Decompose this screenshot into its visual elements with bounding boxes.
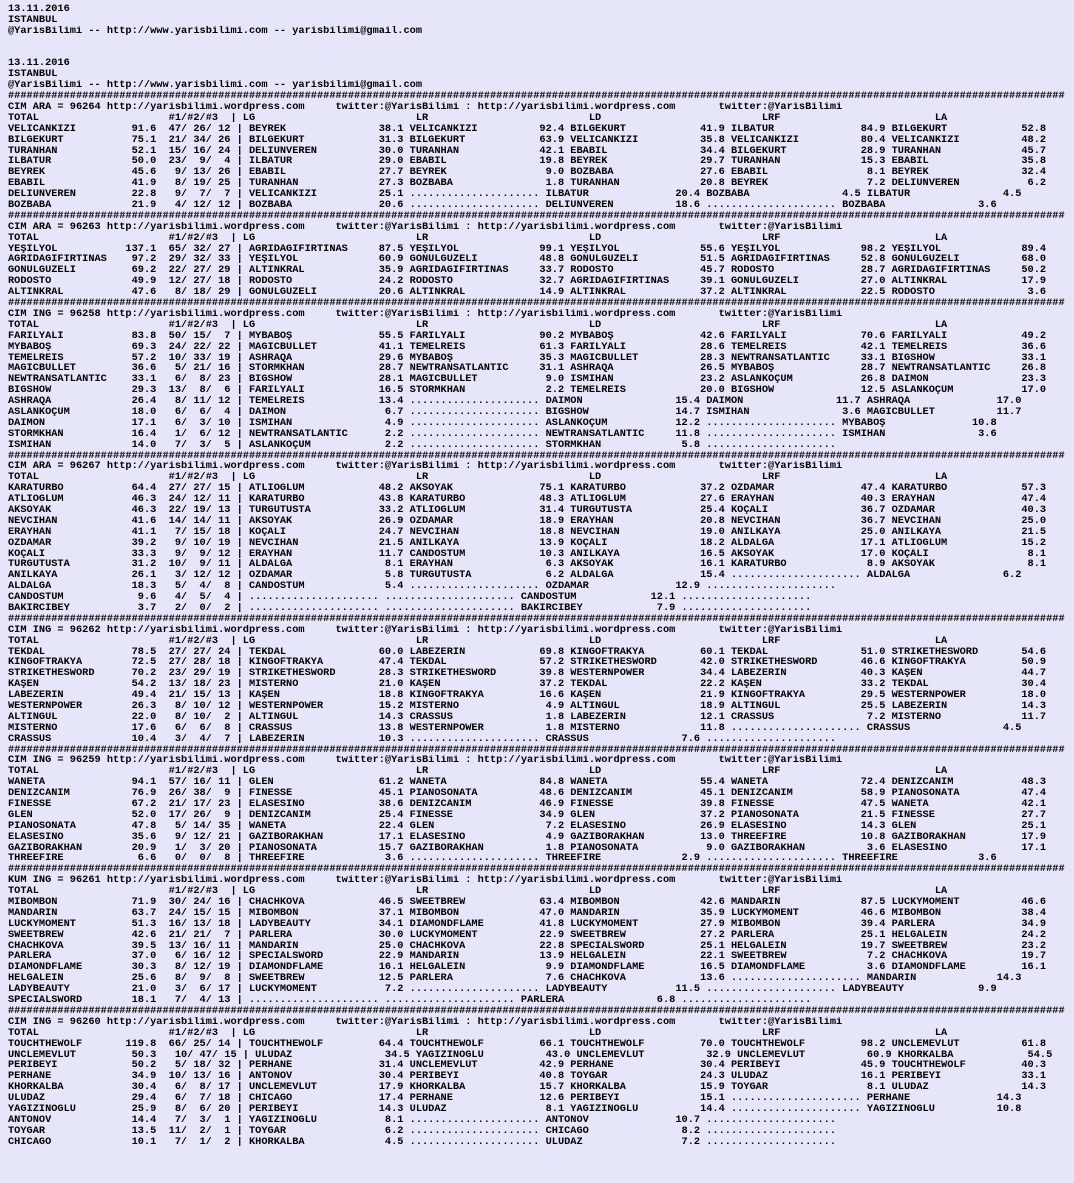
spacer-line	[8, 37, 1070, 48]
separator-line: ###########################################################################################################################################################################	[8, 210, 1065, 222]
separator-line: ###########################################################################################################################################################################	[8, 450, 1065, 462]
horse-row: BAKIRCIBEY 3.7 2/ 0/ 2 | ..................... ..................... BAKIRCIBEY 7.9 .....................	[8, 602, 812, 614]
horse-row: ALTINGÜL 22.0 8/ 10/ 2 | ALTINGÜL 14.3 CRASSUS 1.8 LABEZERİN 12.1 CRASSUS 7.2 MISTERNO 11.7	[8, 711, 1047, 723]
horse-row: YEŞİLYOL 137.1 65/ 32/ 27 | AGRIDAĞIFIRTINAS 87.5 YEŞİLYOL 99.1 YEŞİLYOL 55.6 YEŞİLYOL 98.2 YEŞİLYOL 89.4	[8, 243, 1047, 255]
horse-row: GÖNÜLGÜZELİ 69.2 22/ 27/ 29 | ALTINKRAL 35.9 AGRIDAĞIFIRTINAS 33.7 RODOSTO 45.7 RODOSTO 28.7 AGRIDAĞIFIRTINAS 50.2	[8, 265, 1047, 277]
horse-row: ASLANKOÇUM 18.0 6/ 6/ 4 | DAIMON 6.7 ..................... BIGSHOW 14.7 İSMİHAN 3.6 MAGICBULLET 11.7	[8, 406, 1022, 418]
horse-row: KOÇALİ 33.3 9/ 9/ 12 | ERAYHAN 11.7 CANDOSTUM 10.3 ANILKAYA 16.5 AKSOYAK 17.0 KOÇALİ 8.1	[8, 548, 1047, 560]
horse-row: ANILKAYA 26.1 3/ 12/ 12 | ÖZDAMAR 5.8 TURGUTUSTA 6.2 ALDALGA 15.4 ..................... ALDALGA 6.2	[8, 570, 1022, 582]
horse-row: AKSOYAK 46.3 22/ 19/ 13 | TURGUTUSTA 33.2 ATLIOĞLUM 31.4 TURGUTUSTA 25.4 KOÇALİ 36.7 ÖZDAMAR 40.3	[8, 504, 1047, 516]
horse-row: LUCKYMOMENT 51.3 16/ 13/ 18 | LADYBEAUTY 34.1 DIAMONDFLAME 41.8 LUCKYMOMENT 27.9 MİBOMBON 39.4 PARLERA 34.9	[8, 918, 1047, 930]
horse-row: YAĞIZINOĞLU 25.9 8/ 6/ 20 | PERİBEYİ 14.3 ULUDAZ 8.1 YAĞIZINOĞLU 14.4 ..................... YAĞIZINOĞLU 10.8	[8, 1103, 1022, 1115]
horse-row: STRIKETHESWORD 70.2 23/ 29/ 19 | STRIKETHESWORD 28.3 STRIKETHESWORD 39.8 WESTERNPOWER 34.4 LABEZERİN 40.3 KAŞEN 44.7	[8, 668, 1047, 680]
race-title: KUM ING = 96261 http://yarisbilimi.wordpress.com twitter:@YarisBilimi : http://yarisbilimi.wordpress.com twitter:@YarisBilimi	[8, 875, 843, 887]
horse-row: DIAMONDFLAME 30.3 8/ 12/ 19 | DIAMONDFLAME 16.1 HELGALEIN 9.9 DIAMONDFLAME 16.5 DIAMONDFLAME 3.6 DIAMONDFLAME 16.1	[8, 962, 1047, 974]
horse-row: PERHANE 34.9 10/ 13/ 16 | ANTONOV 30.4 PERİBEYİ 40.8 TOYGAR 24.3 ULUDAZ 16.1 PERİBEYİ 33.1	[8, 1071, 1047, 1083]
horse-row: HELGALEIN 25.6 8/ 9/ 8 | SWEETBREW 12.5 PARLERA 7.6 CHACHKOVA 13.6 ..................... MANDARİN 14.3	[8, 973, 1022, 985]
horse-row: ANTONOV 14.4 7/ 3/ 1 | YAĞIZINOĞLU 8.1 ..................... ANTONOV 10.7 .....................	[8, 1114, 837, 1126]
column-header-row: TOTAL #1/#2/#3 | LG LR LD LRF LA	[8, 635, 948, 647]
race-title: CIM ING = 96258 http://yarisbilimi.wordpress.com twitter:@YarisBilimi : http://yarisbilimi.wordpress.com twitter:@YarisBilimi	[8, 308, 843, 320]
race-title: CIM ARA = 96263 http://yarisbilimi.wordpress.com twitter:@YarisBilimi : http://yarisbilimi.wordpress.com twitter:@YarisBilimi	[8, 221, 843, 233]
separator-line: ###########################################################################################################################################################################	[8, 864, 1065, 876]
horse-row: TOUCHTHEWOLF 119.8 66/ 25/ 14 | TOUCHTHEWOLF 64.4 TOUCHTHEWOLF 66.1 TOUCHTHEWOLF 70.0 TOUCHTHEWOLF 98.2 UNCLEMEVLÜT 61.8	[8, 1038, 1047, 1050]
horse-row: KARATURBO 64.4 27/ 27/ 15 | ATLIOĞLUM 48.2 AKSOYAK 75.1 KARATURBO 37.2 ÖZDAMAR 47.4 KARATURBO 57.3	[8, 483, 1047, 495]
report-header-1	[8, 4, 1070, 37]
separator-line: ###########################################################################################################################################################################	[8, 91, 1065, 103]
horse-row: KAŞEN 54.2 13/ 18/ 23 | MISTERNO 21.0 KAŞEN 37.2 TEKDAL 22.2 KAŞEN 33.2 TEKDAL 30.4	[8, 679, 1047, 691]
horse-row: LABEZERİN 49.4 21/ 15/ 13 | KAŞEN 18.8 KINGOFTRAKYA 16.6 KAŞEN 21.9 KINGOFTRAKYA 29.5 WESTERNPOWER 18.0	[8, 690, 1047, 701]
report-city: ISTANBUL	[8, 14, 58, 26]
horse-row: FARİLYALI 83.8 50/ 15/ 7 | MYBABOŞ 55.5 FARİLYALI 90.2 MYBABOŞ 42.6 FARİLYALI 70.6 FARİLYALI 49.2	[8, 330, 1047, 342]
horse-row: MYBABOŞ 69.3 24/ 22/ 22 | MAGICBULLET 41.1 TEMELREİS 61.3 FARİLYALI 28.6 TEMELREİS 42.1 TEMELREİS 36.6	[8, 341, 1047, 353]
horse-row: STORMKHAN 16.4 1/ 6/ 12 | NEWTRANSATLANTIC 2.2 ..................... NEWTRANSATLANTIC 11.8 ..................... İSMİHAN 3.6	[8, 428, 997, 440]
horse-row: ELASESINO 35.6 9/ 12/ 21 | GAZIBORAKHAN 17.1 ELASESINO 4.9 GAZIBORAKHAN 13.0 THREEFIRE 10.8 GAZIBORAKHAN 17.9	[8, 831, 1047, 843]
report-contact: @YarisBilimi -- http://www.yarisbilimi.com -- yarisbilimi@gmail.com	[8, 25, 423, 37]
horse-row: BEYREK 45.6 9/ 13/ 26 | EBABİL 27.7 BEYREK 9.0 BOZBABA 27.6 EBABİL 8.1 BEYREK 32.4	[8, 167, 1047, 179]
horse-row: KHORKALBA 30.4 6/ 8/ 17 | UNCLEMEVLÜT 17.9 KHORKALBA 15.7 KHORKALBA 15.9 TOYGAR 8.1 ULUDAZ 14.3	[8, 1082, 1047, 1094]
horse-row: BİLGEKURT 75.1 21/ 34/ 26 | BİLGEKURT 31.3 BİLGEKURT 63.9 VELİCANKIZI 35.8 VELİCANKIZI 80.4 VELİCANKIZI 48.2	[8, 134, 1047, 146]
horse-row: ERAYHAN 41.1 7/ 15/ 18 | KOÇALİ 24.7 NEVCİHAN 18.8 NEVCİHAN 19.0 ANILKAYA 25.0 ANILKAYA 21.5	[8, 526, 1047, 538]
horse-row: BIGSHOW 29.3 13/ 8/ 6 | FARİLYALI 16.5 STORMKHAN 2.2 TEMELREİS 20.0 BIGSHOW 12.5 ASLANKOÇUM 17.0	[8, 385, 1047, 397]
race-report-document	[8, 4, 1070, 1148]
horse-row: ALDALGA 18.3 5/ 4/ 8 | CANDOSTUM 5.4 ..................... ÖZDAMAR 12.9 .....................	[8, 581, 837, 593]
race-block	[8, 745, 1070, 865]
horse-row: ALTINKRAL 47.6 8/ 18/ 29 | GÖNÜLGÜZELİ 20.6 ALTINKRAL 14.9 ALTINKRAL 37.2 ALTINKRAL 22.5 RODOSTO 3.6	[8, 287, 1047, 299]
report-date: 13.11.2016	[8, 4, 70, 15]
horse-row: DELİUNVEREN 22.8 9/ 7/ 7 | VELİCANKIZI 25.1 ..................... İLBATUR 20.4 BOZBABA 4.5 İLBATUR 4.5	[8, 189, 1022, 201]
race-title: CIM ING = 96262 http://yarisbilimi.wordpress.com twitter:@YarisBilimi : http://yarisbilimi.wordpress.com twitter:@YarisBilimi	[8, 624, 843, 636]
horse-row: TURGUTUSTA 31.2 10/ 9/ 11 | ALDALGA 8.1 ERAYHAN 6.3 AKSOYAK 16.1 KARATURBO 8.9 AKSOYAK 8.1	[8, 559, 1047, 571]
horse-row: AGRIDAĞIFIRTINAS 97.2 29/ 32/ 33 | YEŞİLYOL 60.9 GÖNÜLGÜZELİ 48.8 GÖNÜLGÜZELİ 51.5 AGRIDAĞIFIRTINAS 52.8 GÖNÜLGÜZELİ 68.0	[8, 254, 1047, 266]
horse-row: MİBOMBON 71.9 30/ 24/ 16 | CHACHKOVA 46.5 SWEETBREW 63.4 MİBOMBON 42.6 MANDARİN 87.5 LUCKYMOMENT 46.6	[8, 897, 1047, 908]
horse-row: NEWTRANSATLANTIC 33.1 6/ 8/ 23 | BIGSHOW 28.1 MAGICBULLET 9.0 İSMİHAN 23.2 ASLANKOÇUM 26.8 DAIMON 23.3	[8, 374, 1047, 386]
horse-row: MISTERNO 17.6 6/ 6/ 8 | CRASSUS 13.8 WESTERNPOWER 1.8 MISTERNO 11.8 ..................... CRASSUS 4.5	[8, 722, 1022, 734]
race-title: CIM ING = 96260 http://yarisbilimi.wordpress.com twitter:@YarisBilimi : http://yarisbilimi.wordpress.com twitter:@YarisBilimi	[8, 1016, 843, 1028]
horse-row: NEVCİHAN 41.6 14/ 14/ 11 | AKSOYAK 26.9 ÖZDAMAR 18.9 ERAYHAN 20.8 NEVCİHAN 36.7 NEVCİHAN 25.0	[8, 515, 1047, 527]
race-block	[8, 298, 1070, 450]
horse-row: ULUDAZ 29.4 6/ 7/ 18 | CHICAGO 17.4 PERHANE 12.6 PERİBEYİ 15.1 ..................... PERHANE 14.3	[8, 1093, 1022, 1104]
race-block	[8, 211, 1070, 298]
horse-row: İLBATUR 50.0 23/ 9/ 4 | İLBATUR 29.0 EBABİL 19.8 BEYREK 29.7 TURANHAN 15.3 EBABİL 35.8	[8, 156, 1047, 168]
horse-row: MANDARİN 63.7 24/ 15/ 15 | MİBOMBON 37.1 MİBOMBON 47.0 MANDARİN 35.9 LUCKYMOMENT 46.6 MİBOMBON 38.4	[8, 907, 1047, 919]
separator-line: ###########################################################################################################################################################################	[8, 744, 1065, 756]
horse-row: TURANHAN 52.1 15/ 16/ 24 | DELİUNVEREN 30.0 TURANHAN 42.1 EBABİL 34.4 BİLGEKURT 28.9 TURANHAN 45.7	[8, 145, 1047, 157]
horse-row: İSMİHAN 14.0 7/ 3/ 5 | ASLANKOÇUM 2.2 ..................... STORMKHAN 5.8 .....................	[8, 439, 837, 451]
horse-row: SPECIALSWORD 18.1 7/ 4/ 13 | ..................... ..................... PARLERA 6.8 .....................	[8, 995, 812, 1006]
column-header-row: TOTAL #1/#2/#3 | LG LR LD LRF LA	[8, 232, 948, 244]
column-header-row: TOTAL #1/#2/#3 | LG LR LD LRF LA	[8, 319, 948, 331]
horse-row: SWEETBREW 42.6 21/ 21/ 7 | PARLERA 30.0 LUCKYMOMENT 22.9 SWEETBREW 27.2 PARLERA 25.1 HELGALEIN 24.2	[8, 929, 1047, 941]
horse-row: THREEFIRE 6.6 0/ 0/ 8 | THREEFIRE 3.6 ..................... THREEFIRE 2.9 ..................... THREEFIRE 3.6	[8, 853, 997, 865]
horse-row: VELİCANKIZI 91.6 47/ 26/ 12 | BEYREK 38.1 VELİCANKIZI 92.4 BİLGEKURT 41.9 İLBATUR 84.9 BİLGEKURT 52.8	[8, 123, 1047, 135]
column-header-row: TOTAL #1/#2/#3 | LG LR LD LRF LA	[8, 886, 948, 898]
horse-row: WESTERNPOWER 26.3 8/ 10/ 12 | WESTERNPOWER 15.2 MISTERNO 4.9 ALTINGÜL 18.9 ALTINGÜL 25.5 LABEZERİN 14.3	[8, 701, 1047, 712]
report-header-2	[8, 58, 1070, 91]
separator-line: ###########################################################################################################################################################################	[8, 298, 1065, 309]
horse-row: ÖZDAMAR 39.2 9/ 10/ 19 | NEVCİHAN 21.5 ANILKAYA 13.9 KOÇALİ 18.2 ALDALGA 17.1 ATLIOĞLUM 15.2	[8, 537, 1047, 549]
horse-row: PERİBEYİ 50.2 5/ 18/ 32 | PERHANE 31.4 UNCLEMEVLÜT 42.9 PERHANE 30.4 PERİBEYİ 45.9 TOUCHTHEWOLF 40.3	[8, 1060, 1047, 1072]
horse-row: EBABİL 41.9 8/ 19/ 25 | TURANHAN 27.3 BOZBABA 1.8 TURANHAN 20.8 BEYREK 7.2 DELİUNVEREN 6.2	[8, 178, 1047, 190]
column-header-row: TOTAL #1/#2/#3 | LG LR LD LRF LA	[8, 472, 948, 484]
race-title: CIM ARA = 96264 http://yarisbilimi.wordpress.com twitter:@YarisBilimi : http://yarisbilimi.wordpress.com twitter:@YarisBilimi	[8, 102, 843, 113]
horse-row: CANDOSTUM 9.6 4/ 5/ 4 | ..................... ..................... CANDOSTUM 12.1 .....................	[8, 592, 812, 603]
race-block	[8, 91, 1070, 211]
separator-line: ###########################################################################################################################################################################	[8, 1005, 1065, 1017]
horse-row: LADYBEAUTY 21.0 3/ 6/ 17 | LUCKYMOMENT 7.2 ..................... LADYBEAUTY 11.5 ..................... LADYBEAUTY 9.9	[8, 984, 997, 996]
race-block	[8, 1006, 1070, 1148]
horse-row: CHICAGO 10.1 7/ 1/ 2 | KHORKALBA 4.5 ..................... ULUDAZ 7.2 .....................	[8, 1136, 837, 1148]
horse-row: TEMELREİS 57.2 10/ 33/ 19 | ASHRAQA 29.6 MYBABOŞ 35.3 MAGICBULLET 28.3 NEWTRANSATLANTIC 33.1 BIGSHOW 33.1	[8, 352, 1047, 364]
horse-row: DENİZCANIM 76.9 26/ 38/ 9 | FINESSE 45.1 PIANOSONATA 48.6 DENİZCANIM 45.1 DENİZCANIM 58.9 PIANOSONATA 47.4	[8, 788, 1047, 800]
horse-row: DAIMON 17.1 6/ 3/ 10 | İSMİHAN 4.9 ..................... ASLANKOÇUM 12.2 ..................... MYBABOŞ 10.8	[8, 417, 997, 429]
horse-row: FINESSE 67.2 21/ 17/ 23 | ELASESINO 38.6 DENİZCANIM 46.9 FINESSE 39.8 FINESSE 47.5 WANETA 42.1	[8, 799, 1047, 810]
horse-row: CRASSUS 10.4 3/ 4/ 7 | LABEZERİN 10.3 ..................... CRASSUS 7.6 .....................	[8, 733, 837, 745]
horse-row: GAZIBORAKHAN 20.9 1/ 3/ 20 | PIANOSONATA 15.7 GAZIBORAKHAN 1.8 PIANOSONATA 9.0 GAZIBORAKHAN 3.6 ELASESINO 17.1	[8, 842, 1047, 854]
horse-row: TOYGAR 13.5 11/ 2/ 1 | TOYGAR 6.2 ..................... CHICAGO 8.2 .....................	[8, 1125, 837, 1137]
horse-row: ATLIOĞLUM 46.3 24/ 12/ 11 | KARATURBO 43.8 KARATURBO 48.3 ATLIOĞLUM 27.6 ERAYHAN 40.3 ERAYHAN 47.4	[8, 494, 1047, 505]
report-contact: @YarisBilimi -- http://www.yarisbilimi.com -- yarisbilimi@gmail.com	[8, 80, 423, 92]
race-block	[8, 864, 1070, 1006]
horse-row: WANETA 94.1 57/ 16/ 11 | GLEN 61.2 WANETA 84.8 WANETA 55.4 WANETA 72.4 DENİZCANIM 48.3	[8, 777, 1047, 789]
separator-line: ###########################################################################################################################################################################	[8, 613, 1065, 625]
race-block	[8, 451, 1070, 614]
horse-row: UNCLEMEVLÜT 50.3 10/ 47/ 15 | ULUDAZ 34.5 YAĞIZINOĞLU 43.0 UNCLEMEVLÜT 32.9 UNCLEMEVLÜT 60.9 KHORKALBA 54.5	[8, 1049, 1053, 1061]
race-block	[8, 614, 1070, 745]
horse-row: PIANOSONATA 47.8 5/ 14/ 35 | WANETA 22.4 GLEN 7.2 ELASESINO 26.9 ELASESINO 14.3 GLEN 25.1	[8, 820, 1047, 832]
horse-row: RODOSTO 49.9 12/ 27/ 18 | RODOSTO 24.2 RODOSTO 32.7 AGRIDAĞIFIRTINAS 39.1 GÖNÜLGÜZELİ 27.0 ALTINKRAL 17.9	[8, 276, 1047, 288]
horse-row: CHACHKOVA 39.5 13/ 16/ 11 | MANDARİN 25.0 CHACHKOVA 22.8 SPECIALSWORD 25.1 HELGALEIN 19.7 SWEETBREW 23.2	[8, 940, 1047, 952]
report-date: 13.11.2016	[8, 58, 70, 70]
horse-row: BOZBABA 21.9 4/ 12/ 12 | BOZBABA 20.6 ..................... DELİUNVEREN 18.6 ..................... BOZBABA 3.6	[8, 200, 997, 211]
horse-row: ASHRAQA 26.4 8/ 11/ 12 | TEMELREİS 13.4 ..................... DAIMON 15.4 DAIMON 11.7 ASHRAQA 17.0	[8, 396, 1022, 407]
race-blocks	[8, 91, 1070, 1147]
race-title: CIM ING = 96259 http://yarisbilimi.wordpress.com twitter:@YarisBilimi : http://yarisbilimi.wordpress.com twitter:@YarisBilimi	[8, 755, 843, 767]
horse-row: PARLERA 37.0 6/ 16/ 12 | SPECIALSWORD 22.9 MANDARİN 13.9 HELGALEIN 22.1 SWEETBREW 7.2 CHACHKOVA 19.7	[8, 951, 1047, 963]
horse-row: TEKDAL 78.5 27/ 27/ 24 | TEKDAL 60.0 LABEZERİN 69.8 KINGOFTRAKYA 60.1 TEKDAL 51.0 STRIKETHESWORD 54.6	[8, 646, 1047, 658]
column-header-row: TOTAL #1/#2/#3 | LG LR LD LRF LA	[8, 766, 948, 778]
horse-row: KINGOFTRAKYA 72.5 27/ 28/ 18 | KINGOFTRAKYA 47.4 TEKDAL 57.2 STRIKETHESWORD 42.0 STRIKETHESWORD 46.6 KINGOFTRAKYA 50.9	[8, 657, 1047, 669]
horse-row: MAGICBULLET 36.6 5/ 21/ 16 | STORMKHAN 28.7 NEWTRANSATLANTIC 31.1 ASHRAQA 26.5 MYBABOŞ 28.7 NEWTRANSATLANTIC 26.8	[8, 363, 1047, 375]
report-city: ISTANBUL	[8, 69, 58, 81]
column-header-row: TOTAL #1/#2/#3 | LG LR LD LRF LA	[8, 1027, 948, 1039]
race-title: CIM ARA = 96267 http://yarisbilimi.wordpress.com twitter:@YarisBilimi : http://yarisbilimi.wordpress.com twitter:@YarisBilimi	[8, 461, 843, 473]
column-header-row: TOTAL #1/#2/#3 | LG LR LD LRF LA	[8, 112, 948, 124]
spacer-line	[8, 48, 1070, 59]
horse-row: GLEN 52.0 17/ 26/ 9 | DENİZCANIM 25.4 FINESSE 34.9 GLEN 37.2 PIANOSONATA 21.5 FINESSE 27.7	[8, 809, 1047, 821]
